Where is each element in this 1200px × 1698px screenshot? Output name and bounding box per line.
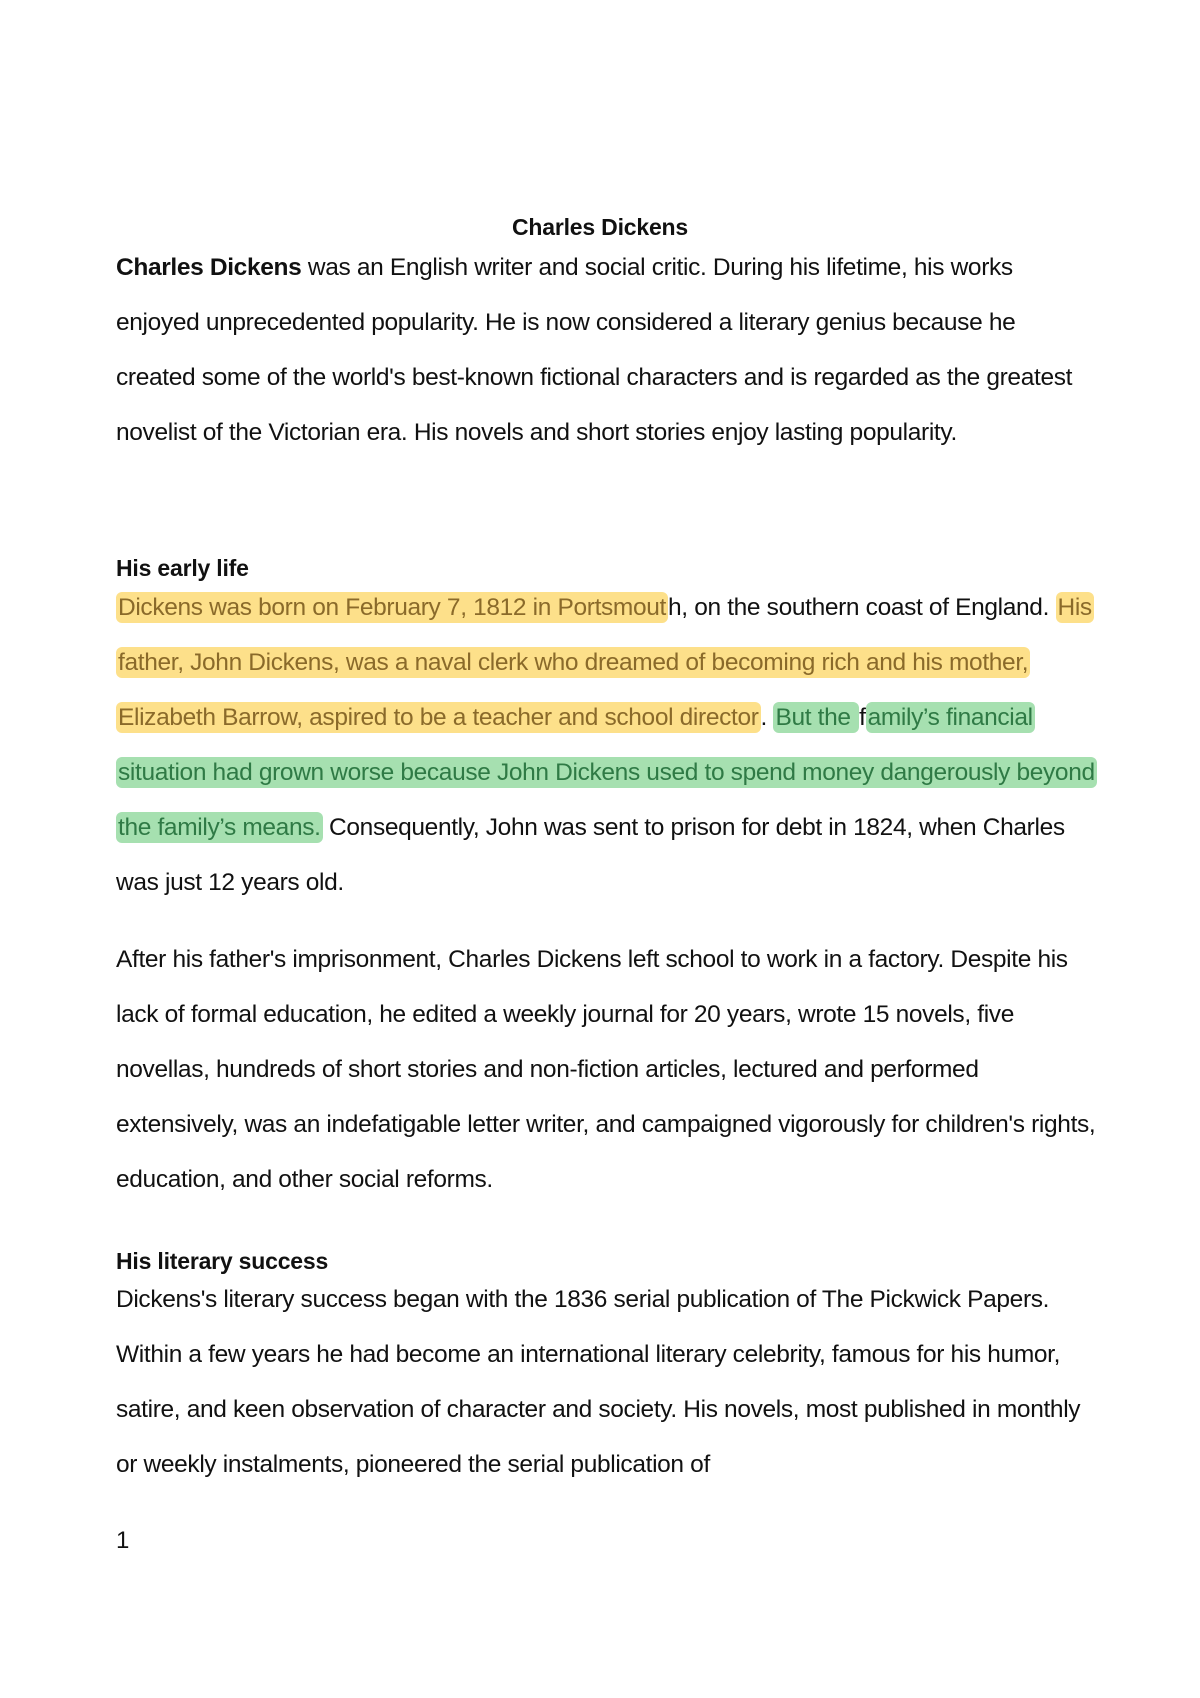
early-life-paragraph-1	[116, 580, 1096, 910]
early-life-text-1: h, on the southern coast of England.	[668, 594, 1056, 621]
intro-lead-bold: Charles Dickens	[116, 254, 302, 281]
highlight-financial: amily’s financial situation had grown worse because John Dickens used to spend money dangerously beyond the family’s means.	[118, 704, 1095, 841]
highlight-parents: His father, John Dickens, was a naval clerk who dreamed of becoming rich and his mother, Elizabeth Barrow, aspired to be a teacher and school director	[118, 594, 1092, 731]
intro-paragraph	[116, 240, 1096, 460]
early-life-paragraph-2: After his father's imprisonment, Charles Dickens left school to work in a factory. Despite his lack of formal education, he edited a weekly journal for 20 years, wrote 15 novels, five novellas, hundreds of short stories and non-fiction articles, lectured and performed extensively, was an indefatigable letter writer, and campaigned vigorously for children's rights, education, and other social reforms.	[116, 946, 1096, 1193]
highlight-birth: Dickens was born on February 7, 1812 in Portsmout	[118, 594, 666, 621]
document-title: Charles Dickens	[512, 214, 688, 240]
literary-success-paragraph-1: Dickens's literary success began with the 1836 serial publication of The Pickwick Papers. Within a few years he had become an international literary celebrity, famous for his humor, satire, and keen observation of character and society. His novels, most published in monthly or weekly instalments, pioneered the serial publication of	[116, 1286, 1081, 1478]
heading-literary-success: His literary success	[116, 1248, 329, 1274]
heading-early-life: His early life	[116, 555, 249, 581]
page-number: 1	[116, 1527, 130, 1554]
intro-text: was an English writer and social critic. During his lifetime, his works enjoyed unprecedented popularity. He is now considered a literary genius because he created some of the world's best-known fictional characters and is regarded as the greatest novelist of the Victorian era. His novels and short stories enjoy lasting popularity.	[116, 254, 1073, 446]
early-life-text-4: Consequently, John was sent to prison for debt in 1824, when Charles was just 12 years old.	[116, 814, 1065, 896]
early-life-text-3: f	[859, 704, 866, 731]
early-life-text-2: .	[760, 704, 774, 731]
highlight-but-the: But the	[775, 704, 858, 731]
